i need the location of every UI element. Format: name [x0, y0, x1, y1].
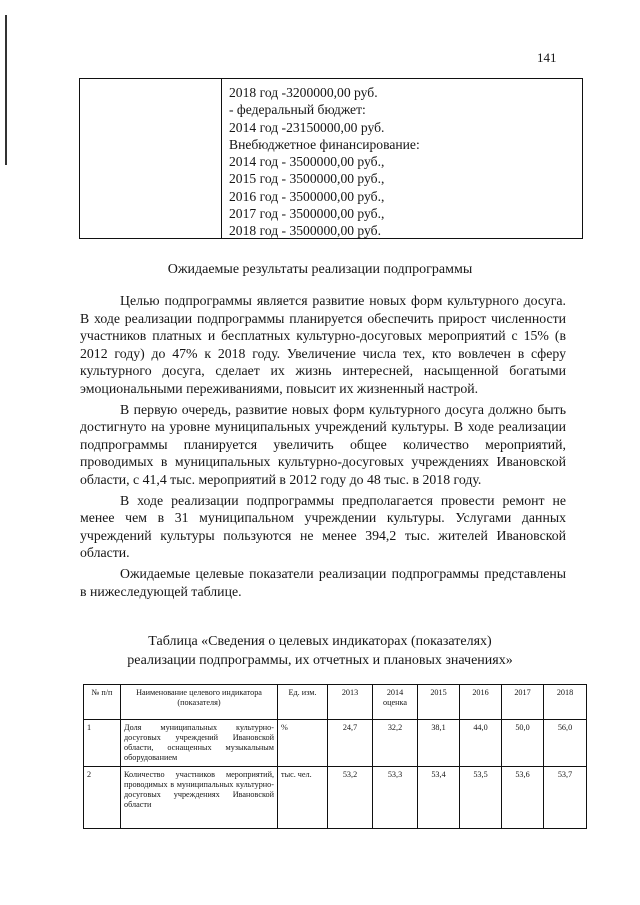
table-row: [84, 767, 587, 829]
funding-table: [79, 78, 583, 239]
table-header-row: [84, 685, 587, 720]
header-2016: 2016: [460, 685, 502, 720]
table-title-line: Таблица «Сведения о целевых индикаторах (показателях): [148, 634, 492, 649]
cell-name: Доля муниципальных культурно-досуговых учреждений Ивановской области, оснащенных музыкальным оборудованием: [121, 720, 278, 767]
table-row: [84, 720, 587, 767]
cell-2017: 53,6: [502, 767, 544, 829]
cell-num: 2: [84, 767, 121, 829]
cell-2018: 56,0: [544, 720, 587, 767]
cell-2016: 44,0: [460, 720, 502, 767]
header-2015: 2015: [418, 685, 460, 720]
table-title: [0, 632, 640, 670]
funding-line: 2014 год - 3500000,00 руб.,: [229, 154, 385, 170]
funding-line: 2017 год - 3500000,00 руб.,: [229, 206, 385, 222]
header-2017: 2017: [502, 685, 544, 720]
funding-line: 2018 год - 3500000,00 руб.: [229, 223, 381, 239]
funding-cell: [229, 84, 420, 240]
cell-2013: 24,7: [328, 720, 373, 767]
header-name: Наименование целевого индикатора (показателя): [121, 685, 278, 720]
header-2014: 2014 оценка: [373, 685, 418, 720]
cell-num: 1: [84, 720, 121, 767]
targets-table: [83, 684, 587, 829]
funding-line: 2016 год - 3500000,00 руб.,: [229, 188, 385, 204]
cell-2013: 53,2: [328, 767, 373, 829]
funding-line: 2018 год -3200000,00 руб.: [229, 85, 378, 100]
column-divider: [221, 79, 222, 238]
cell-2015: 38,1: [418, 720, 460, 767]
page-number: 141: [537, 50, 557, 65]
header-2018: 2018: [544, 685, 587, 720]
cell-unit: %: [278, 720, 328, 767]
header-unit: Ед. изм.: [278, 685, 328, 720]
table-title-line: реализации подпрограммы, их отчетных и плановых значениях»: [127, 653, 513, 668]
cell-2017: 50,0: [502, 720, 544, 767]
header-num: № п/п: [84, 685, 121, 720]
cell-2018: 53,7: [544, 767, 587, 829]
paragraph: В первую очередь, развитие новых форм культурного досуга должно быть достигнуто на уровне муниципальных учреждений культуры. В ходе реализации подпрограммы планируется увеличить общее количество мероприятий, проводимых в муниципальных культурно-досуговых учреждениях Ивановской области, с 41,4 тыс. мероприятий в 2012 году до 48 тыс. в 2018 году.: [80, 401, 566, 487]
funding-line: - федеральный бюджет:: [229, 102, 366, 118]
cell-2016: 53,5: [460, 767, 502, 829]
cell-unit: тыс. чел.: [278, 767, 328, 829]
margin-mark: [5, 15, 7, 165]
cell-2014: 53,3: [373, 767, 418, 829]
funding-line: 2015 год - 3500000,00 руб.,: [229, 171, 385, 187]
paragraph: Ожидаемые целевые показатели реализации подпрограммы представлены в нижеследующей таблице.: [80, 565, 566, 599]
header-2013: 2013: [328, 685, 373, 720]
paragraph: В ходе реализации подпрограммы предполагается провести ремонт не менее чем в 31 муниципальном учреждении культуры. Услугами данных учреждений культуры пользуются не менее 394,2 тыс. жителей Ивановской области.: [80, 492, 566, 561]
funding-line: 2014 год -23150000,00 руб.: [229, 119, 385, 135]
body-text: [80, 292, 566, 603]
cell-name: Количество участников мероприятий, проводимых в муниципальных культурно-досуговых учреждениях Ивановской области: [121, 767, 278, 829]
paragraph: Целью подпрограммы является развитие новых форм культурного досуга. В ходе реализации подпрограммы планируется обеспечить прирост численности участников платных и бесплатных культурно-досуговых мероприятий с 15% (в 2012 году) до 47% к 2018 году. Увеличение числа тех, кто вовлечен в сферу культурного досуга, сделает их жизнь интересней, насыщенной богатыми эмоциональными переживаниями, повысит их жизненный настрой.: [80, 293, 566, 396]
section-heading: Ожидаемые результаты реализации подпрограммы: [167, 262, 473, 277]
cell-2015: 53,4: [418, 767, 460, 829]
funding-line: Внебюджетное финансирование:: [229, 136, 420, 152]
cell-2014: 32,2: [373, 720, 418, 767]
